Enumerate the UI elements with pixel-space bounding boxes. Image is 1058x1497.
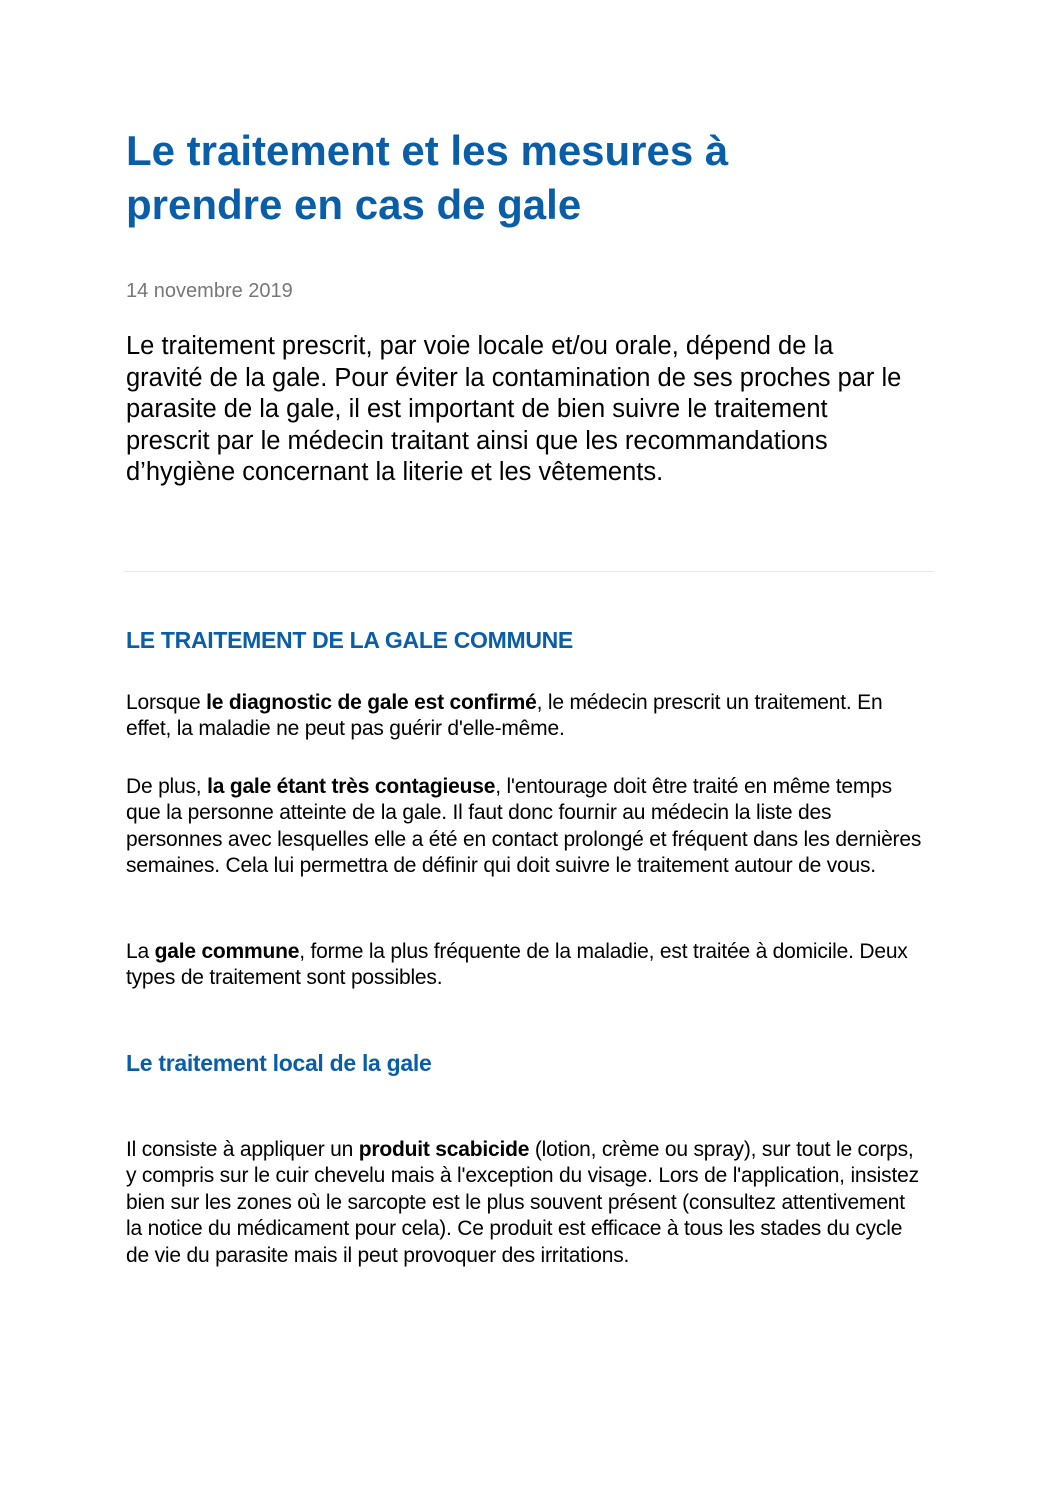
paragraph: [126, 939, 926, 992]
bold-text: gale commune: [154, 940, 300, 963]
text: , l'entourage doit être traité en même temps que la personne atteinte de la gale. Il faut donc fournir au médecin la liste des personnes avec lesquelles elle a été en contact prolongé et fréquent dans les dernières semaines. Cela lui permettra de définir qui doit suivre le traitement autour de vous.: [126, 775, 922, 878]
text: , le médecin prescrit un traitement. En effet, la maladie ne peut pas guérir d'elle-même.: [126, 691, 883, 741]
divider: [124, 571, 934, 572]
paragraph: [126, 690, 926, 743]
publication-date: 14 novembre 2019: [126, 280, 293, 302]
bold-text: la gale étant très contagieuse: [207, 775, 496, 798]
text: De plus,: [126, 775, 208, 798]
paragraph: [126, 1137, 926, 1269]
text: (lotion, crème ou spray), sur tout le corps, y compris sur le cuir chevelu mais à l'exception du visage. Lors de l'application, insistez bien sur les zones où le sarcopte est le plus souvent présent (consultez attentivement la notice du médicament pour cela). Ce produit est efficace à tous les stades du cycle de vie du parasite mais il peut provoquer des irritations.: [126, 1138, 919, 1267]
bold-text: produit scabicide: [358, 1138, 530, 1161]
paragraph: [126, 774, 926, 880]
subsection-heading-traitement-local: Le traitement local de la gale: [126, 1050, 432, 1076]
text: Il consiste à appliquer un: [126, 1138, 359, 1161]
lead-paragraph: Le traitement prescrit, par voie locale et/ou orale, dépend de la gravité de la gale. Pour éviter la contamination de ses proches par le parasite de la gale, il est important de bien suivre le traitement prescrit par le médecin traitant ainsi que les recommandations d’hygiène concernant la literie et les vêtements.: [126, 332, 902, 487]
page-title: Le traitement et les mesures à prendre en cas de gale: [126, 127, 729, 228]
text: La: [126, 940, 155, 963]
text: Lorsque: [126, 691, 207, 714]
section-heading-gale-commune: LE TRAITEMENT DE LA GALE COMMUNE: [126, 627, 573, 653]
text: , forme la plus fréquente de la maladie, est traitée à domicile. Deux types de traitement sont possibles.: [126, 940, 908, 990]
bold-text: le diagnostic de gale est confirmé: [206, 691, 537, 714]
